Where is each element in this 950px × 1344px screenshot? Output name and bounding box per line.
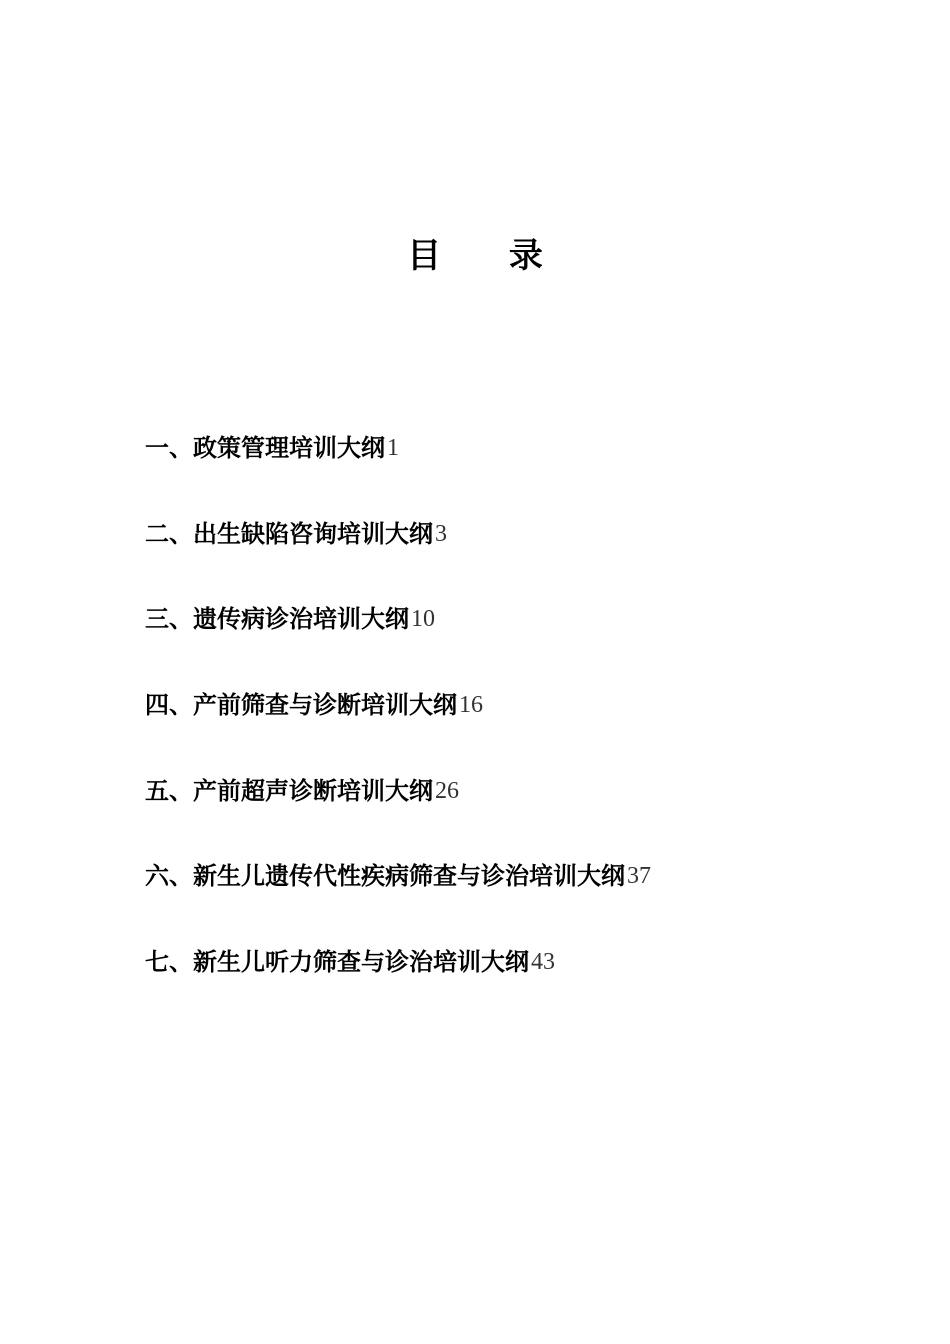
toc-entry-title: 七、新生儿听力筛查与诊治培训大纲 (145, 948, 529, 977)
toc-entry[interactable] (145, 773, 845, 859)
toc-page-number: 37 (627, 863, 651, 890)
toc-entry[interactable] (145, 687, 845, 773)
toc-page-number: 10 (411, 606, 435, 633)
toc-page-number: 3 (435, 520, 447, 547)
page-title: 目 录 (407, 236, 571, 276)
toc-page-number: 1 (387, 435, 399, 461)
toc-entry[interactable] (145, 601, 845, 687)
toc-entry-title: 六、新生儿遗传代性疾病筛查与诊治培训大纲 (145, 862, 625, 891)
toc-page-number: 26 (435, 777, 459, 804)
toc-entry[interactable] (145, 516, 845, 602)
toc-entry-title: 四、产前筛查与诊断培训大纲 (145, 691, 457, 720)
toc-entry[interactable] (145, 944, 845, 1030)
toc-entry-title: 一、政策管理培训大纲 (145, 434, 385, 462)
toc-entry[interactable] (145, 430, 845, 516)
toc-page-number: 16 (459, 692, 483, 719)
toc-page-number: 43 (531, 949, 555, 976)
toc-entry-title: 三、遗传病诊治培训大纲 (145, 605, 409, 634)
table-of-contents (145, 430, 845, 1030)
toc-entry-title: 二、出生缺陷咨询培训大纲 (145, 519, 433, 548)
toc-entry[interactable] (145, 858, 845, 944)
toc-entry-title: 五、产前超声诊断培训大纲 (145, 776, 433, 805)
